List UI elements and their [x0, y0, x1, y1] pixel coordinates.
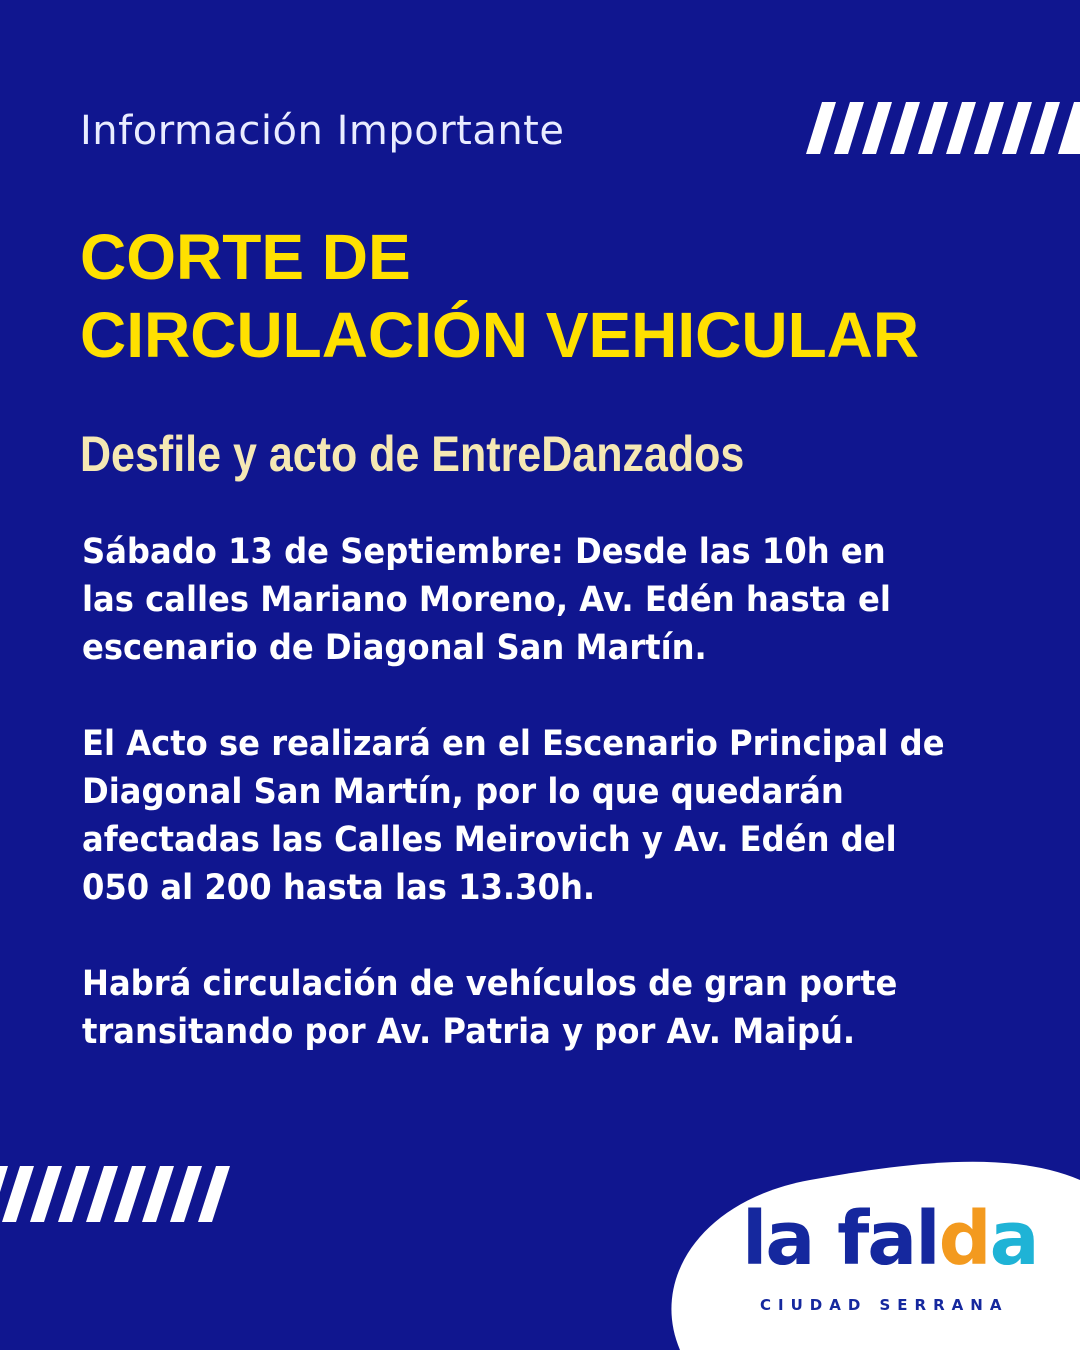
logo-part-la: la — [742, 1196, 814, 1282]
paragraph-ceremony: El Acto se realizará en el Escenario Principal de Diagonal San Martín, por lo que quedarán afectadas las Calles Meirovich y Av. Edén del 050 al 200 hasta las 13.30h. — [82, 724, 945, 908]
logo-part-al: al — [867, 1196, 939, 1282]
paragraph-heavy-vehicles: Habrá circulación de vehículos de gran porte transitando por Av. Patria y por Av. Maipú. — [82, 964, 898, 1052]
subtitle: Desfile y acto de EntreDanzados — [80, 426, 745, 482]
headline-line-1: CORTE DE — [80, 221, 411, 293]
logo-part-d: d — [938, 1196, 990, 1282]
logo-part-f: f — [837, 1196, 868, 1282]
logo-tagline: CIUDAD SERRANA — [760, 1296, 1009, 1314]
logo-wordmark — [742, 1196, 1038, 1282]
bottom-left-stripes-icon — [0, 1166, 236, 1222]
paragraph-schedule-detail: Desde las 10h en las calles Mariano Moreno, Av. Edén hasta el escenario de Diagonal San Martín. — [82, 532, 891, 668]
logo-part-a: a — [989, 1196, 1038, 1282]
eyebrow-label: Información Importante — [80, 108, 565, 154]
headline — [80, 218, 919, 374]
paragraph-schedule — [82, 528, 947, 672]
headline-line-2: CIRCULACIÓN VEHICULAR — [80, 299, 920, 371]
logo-badge — [660, 1160, 1080, 1350]
paragraph-schedule-date: Sábado 13 de Septiembre: — [82, 532, 564, 572]
top-right-stripes-icon — [806, 102, 1080, 154]
